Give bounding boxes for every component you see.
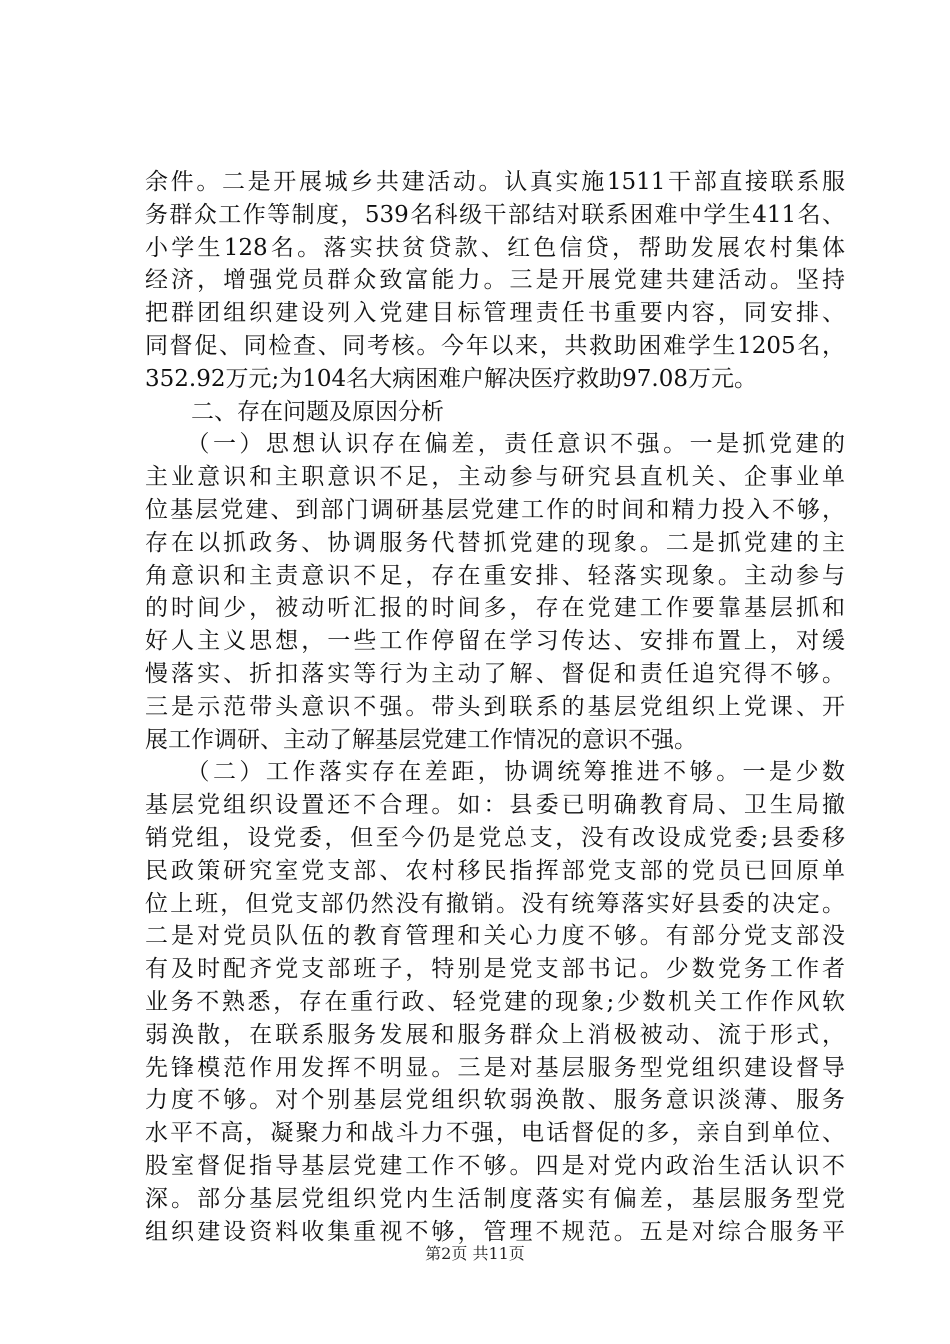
- text-line: 组织建设资料收集重视不够，管理不规范。五是对综合服务平: [145, 1218, 845, 1245]
- text-line: （二）工作落实存在差距，协调统筹推进不够。一是少数: [145, 759, 845, 786]
- body-text: [145, 166, 845, 1248]
- text-line: 水平不高，凝聚力和战斗力不强，电话督促的多，亲自到单位、: [145, 1120, 845, 1147]
- text-line: 主业意识和主职意识不足，主动参与研究县直机关、企事业单: [145, 464, 845, 491]
- text-line: 角意识和主责意识不足，存在重安排、轻落实现象。主动参与: [145, 562, 845, 589]
- text-line: 同督促、同检查、同考核。今年以来，共救助困难学生1205名，: [145, 332, 845, 359]
- text-line: 位基层党建、到部门调研基层党建工作的时间和精力投入不够，: [145, 496, 845, 523]
- text-line: 力度不够。对个别基层党组织软弱涣散、服务意识淡薄、服务: [145, 1087, 845, 1114]
- text-line: 的时间少，被动听汇报的时间多，存在党建工作要靠基层抓和: [145, 595, 845, 622]
- text-line: 慢落实、折扣落实等行为主动了解、督促和责任追究得不够。: [145, 660, 845, 687]
- text-line: 展工作调研、主动了解基层党建工作情况的意识不强。: [145, 726, 697, 753]
- text-line: 深。部分基层党组织党内生活制度落实有偏差，基层服务型党: [145, 1185, 845, 1212]
- text-line: 好人主义思想，一些工作停留在学习传达、安排布置上，对缓: [145, 628, 845, 655]
- text-line: 二、存在问题及原因分析: [145, 398, 444, 425]
- text-line: 352.92万元;为104名大病困难户解决医疗救助97.08万元。: [145, 365, 757, 392]
- text-line: 务群众工作等制度，539名科级干部结对联系困难中学生411名、: [145, 201, 845, 228]
- text-line: 股室督促指导基层党建工作不够。四是对党内政治生活认识不: [145, 1152, 845, 1179]
- text-line: 二是对党员队伍的教育管理和关心力度不够。有部分党支部没: [145, 923, 845, 950]
- text-line: 先锋模范作用发挥不明显。三是对基层服务型党组织建设督导: [145, 1054, 845, 1081]
- text-line: 销党组，设党委，但至今仍是党总支，没有改设成党委;县委移: [145, 824, 845, 851]
- text-line: 存在以抓政务、协调服务代替抓党建的现象。二是抓党建的主: [145, 529, 845, 556]
- text-line: 小学生128名。落实扶贫贷款、红色信贷，帮助发展农村集体: [145, 234, 845, 261]
- text-line: 位上班，但党支部仍然没有撤销。没有统筹落实好县委的决定。: [145, 890, 845, 917]
- text-line: 三是示范带头意识不强。带头到联系的基层党组织上党课、开: [145, 693, 845, 720]
- page-number-footer: 第2页 共11页: [425, 1244, 525, 1263]
- text-line: 有及时配齐党支部班子，特别是党支部书记。少数党务工作者: [145, 956, 845, 983]
- text-line: 余件。二是开展城乡共建活动。认真实施1511干部直接联系服: [145, 169, 845, 195]
- text-line: 弱涣散，在联系服务发展和服务群众上消极被动、流于形式，: [145, 1021, 845, 1048]
- text-line: 民政策研究室党支部、农村移民指挥部党支部的党员已回原单: [145, 857, 845, 884]
- text-line: 经济，增强党员群众致富能力。三是开展党建共建活动。坚持: [145, 267, 845, 294]
- text-line: 把群团组织建设列入党建目标管理责任书重要内容，同安排、: [145, 300, 845, 327]
- text-line: 基层党组织设置还不合理。如：县委已明确教育局、卫生局撤: [145, 792, 845, 819]
- text-line: 业务不熟悉，存在重行政、轻党建的现象;少数机关工作作风软: [145, 988, 845, 1015]
- text-line: （一）思想认识存在偏差，责任意识不强。一是抓党建的: [145, 431, 845, 458]
